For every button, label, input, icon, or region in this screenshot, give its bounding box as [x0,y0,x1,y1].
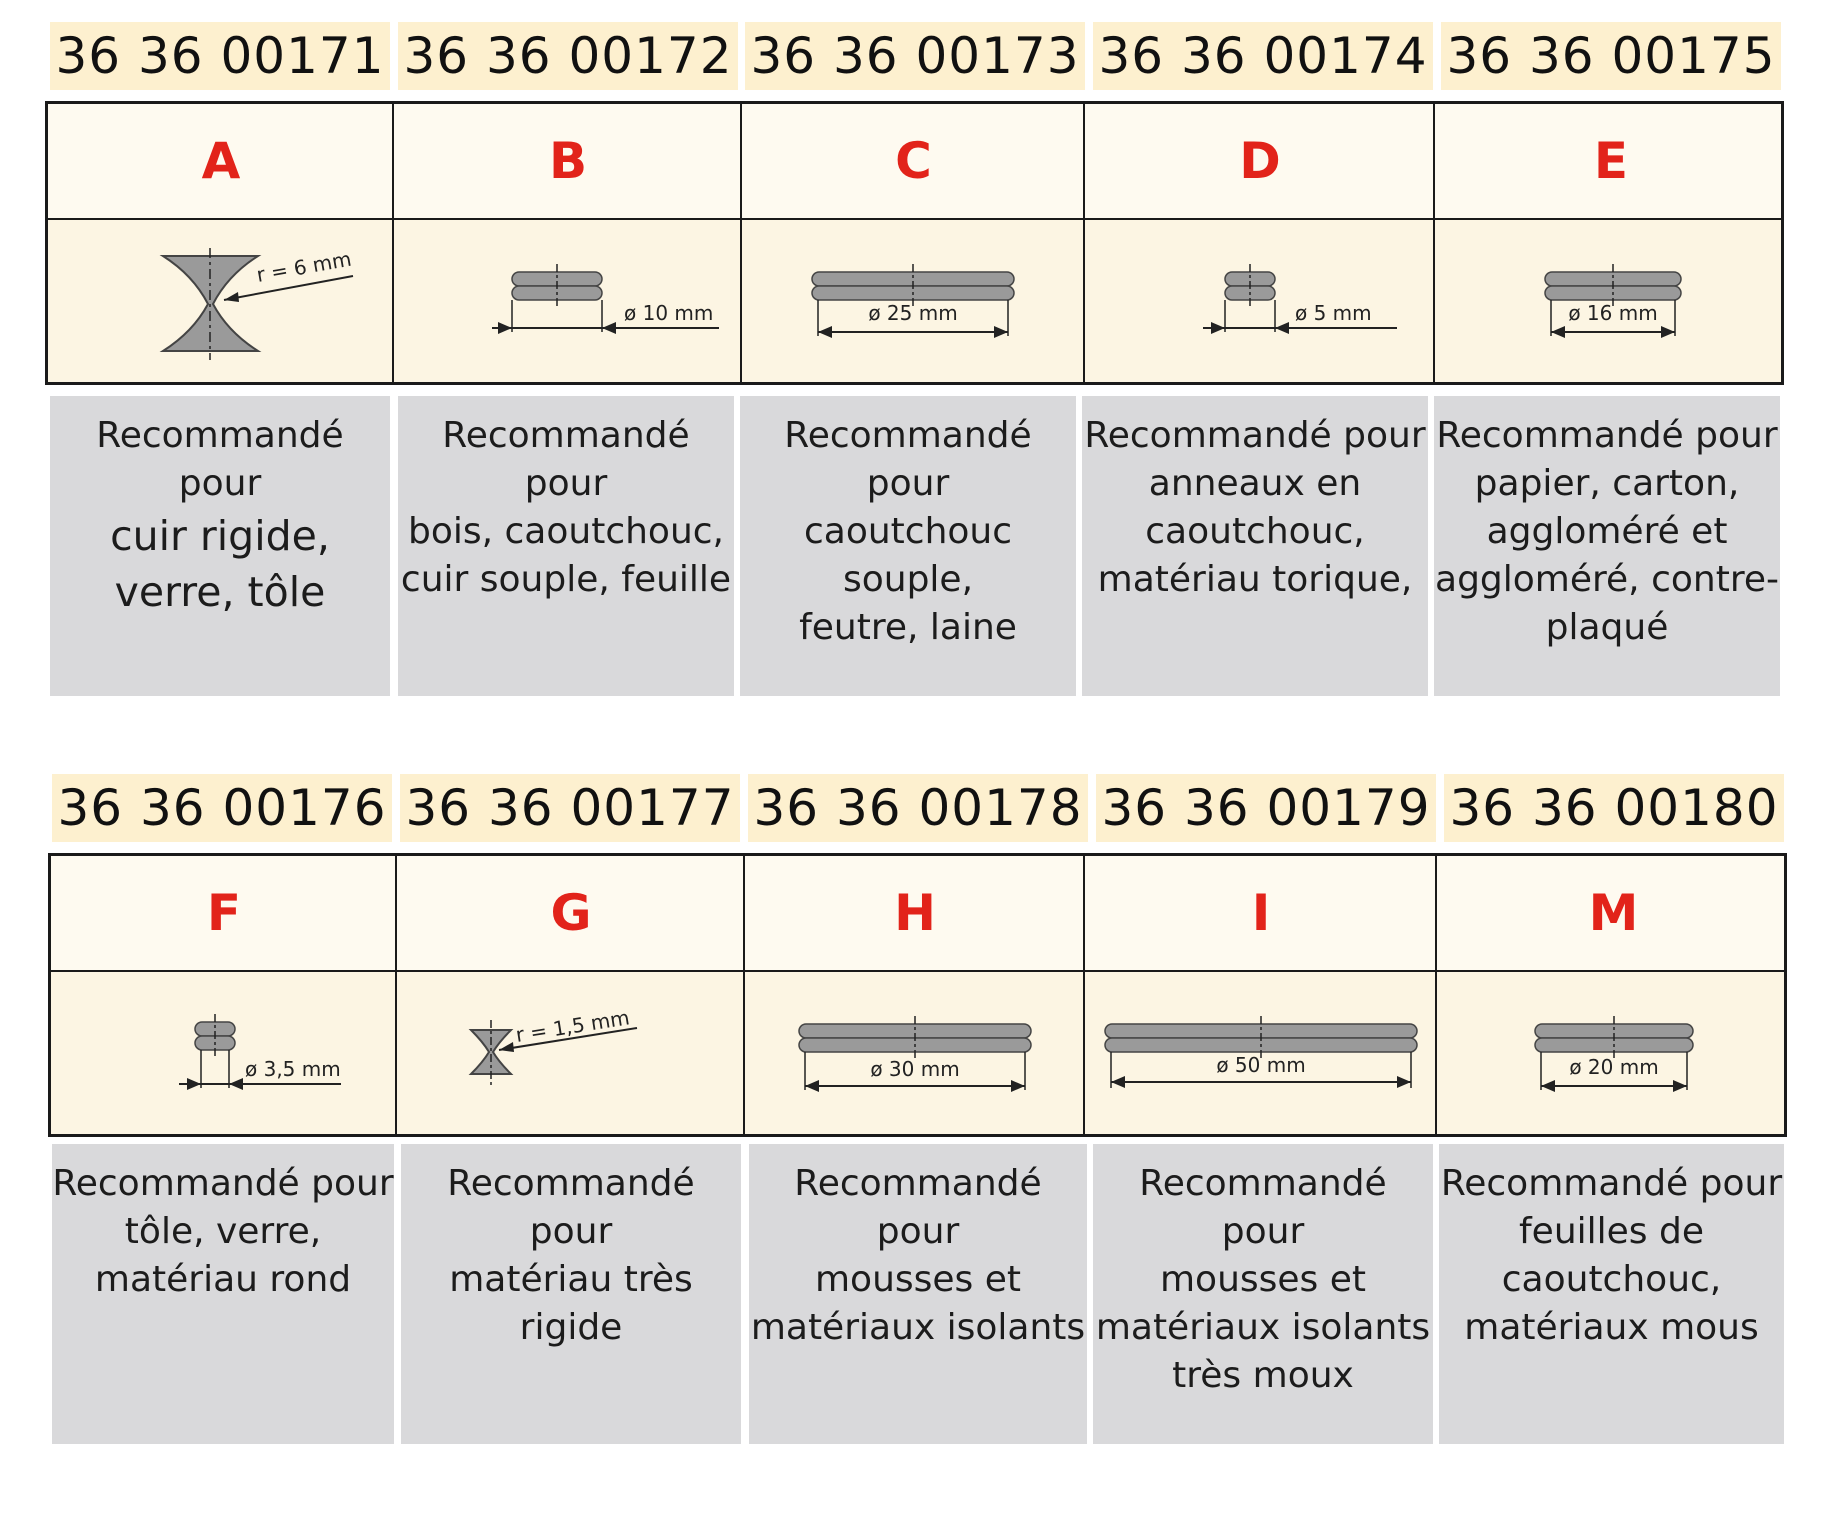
recommendation-line: mousses et [1159,1259,1367,1300]
dimension-label: ø 10 mm [624,301,714,325]
recommendation-line: matériau torique, [1097,559,1413,600]
recommendation-box [749,1144,1087,1444]
round-wheel-diagram [745,972,1085,1134]
dimension-label: ø 30 mm [870,1057,960,1081]
concave-wheel-diagram [48,220,394,382]
round-wheel-diagram [1435,220,1787,382]
recommendation-line: caoutchouc, [1145,511,1365,552]
round-wheel-diagram [394,220,742,382]
recommendation-box [1434,396,1780,696]
recommendation-lead: Recommandé pour [1139,1163,1387,1252]
wheel-table [45,101,1784,385]
recommendation-line: cuir rigide, [110,512,330,560]
recommendation-lead: Recommandé pour [96,415,344,504]
recommendation-line: bois, caoutchouc, [407,511,725,552]
dimension-label: ø 16 mm [1568,301,1658,325]
recommendation-line: aggloméré, contre- [1435,559,1779,600]
concave-wheel-diagram [397,972,745,1134]
part-number: 36 36 00173 [745,22,1085,90]
part-number: 36 36 00171 [50,22,390,90]
diagram-row [51,972,1784,1134]
recommendation-lead: Recommandé pour [52,1163,394,1204]
profile-letter: G [550,884,592,942]
profile-letter: F [206,884,242,942]
dimension-label: r = 1,5 mm [514,1005,632,1047]
letter-row [48,104,1781,220]
profile-letter: C [895,132,932,190]
dimension-label: ø 20 mm [1569,1055,1659,1079]
part-number: 36 36 00174 [1093,22,1433,90]
profile-letter: D [1239,132,1281,190]
recommendation-box [740,396,1076,696]
round-wheel-diagram [1085,220,1435,382]
round-wheel-diagram [51,972,397,1134]
dimension-label: ø 3,5 mm [245,1057,341,1081]
recommendation-line: caoutchouc, [1501,1259,1722,1300]
recommendation-line: plaqué [1545,607,1669,648]
recommendation-line: rigide [519,1307,623,1348]
diagram-row [48,220,1781,382]
dimension-label: ø 5 mm [1295,301,1372,325]
part-number: 36 36 00176 [52,774,392,842]
recommendation-box [1082,396,1428,696]
recommendation-lead: Recommandé pour [442,415,690,504]
recommendation-box [398,396,734,696]
letter-row [51,856,1784,972]
recommendation-lead: Recommandé pour [1436,415,1778,456]
profile-letter: E [1593,132,1629,190]
round-wheel-diagram [742,220,1085,382]
recommendation-line: mousses et [814,1259,1022,1300]
recommendation-lead: Recommandé pour [1084,415,1426,456]
part-number: 36 36 00177 [400,774,740,842]
recommendation-line: matériau très [449,1259,693,1300]
profile-letter: M [1588,884,1639,942]
recommendation-lead: Recommandé pour [794,1163,1042,1252]
recommendation-line: anneaux en [1148,463,1362,504]
recommendation-line: matériaux isolants [750,1307,1086,1348]
recommendation-box [52,1144,394,1444]
recommendation-box [50,396,390,696]
part-number: 36 36 00180 [1444,774,1784,842]
recommendation-line: matériaux mous [1464,1307,1759,1348]
wheel-table [48,853,1787,1137]
part-number: 36 36 00179 [1096,774,1436,842]
recommendation-lead: Recommandé pour [447,1163,695,1252]
recommendation-line: cuir souple, feuille [400,559,732,600]
recommendation-box [401,1144,741,1444]
recommendation-box [1093,1144,1433,1444]
part-number: 36 36 00175 [1441,22,1781,90]
profile-letter: I [1251,884,1271,942]
profile-letter: H [894,884,936,942]
recommendation-line: papier, carton, [1474,463,1740,504]
recommendation-lead: Recommandé pour [1440,1163,1783,1204]
round-wheel-diagram [1437,972,1790,1134]
profile-letter: A [201,132,241,190]
recommendation-line: matériaux isolants [1095,1307,1431,1348]
recommendation-line: tôle, verre, [124,1211,322,1252]
recommendation-line: verre, tôle [114,568,326,616]
recommendation-line: très moux [1172,1355,1354,1396]
recommendation-lead: Recommandé pour [784,415,1032,504]
dimension-label: r = 6 mm [254,246,354,287]
recommendation-line: feuilles de [1519,1211,1704,1252]
profile-letter: B [548,132,588,190]
recommendation-line: aggloméré et [1486,511,1728,552]
recommendation-line: matériau rond [94,1259,352,1300]
dimension-label: ø 50 mm [1216,1053,1306,1077]
recommendation-box [1439,1144,1784,1444]
recommendation-line: feutre, laine [799,607,1017,648]
dimension-label: ø 25 mm [868,301,958,325]
recommendation-line: caoutchouc souple, [803,511,1013,600]
part-number: 36 36 00178 [748,774,1088,842]
round-wheel-diagram [1085,972,1437,1134]
part-number: 36 36 00172 [398,22,738,90]
